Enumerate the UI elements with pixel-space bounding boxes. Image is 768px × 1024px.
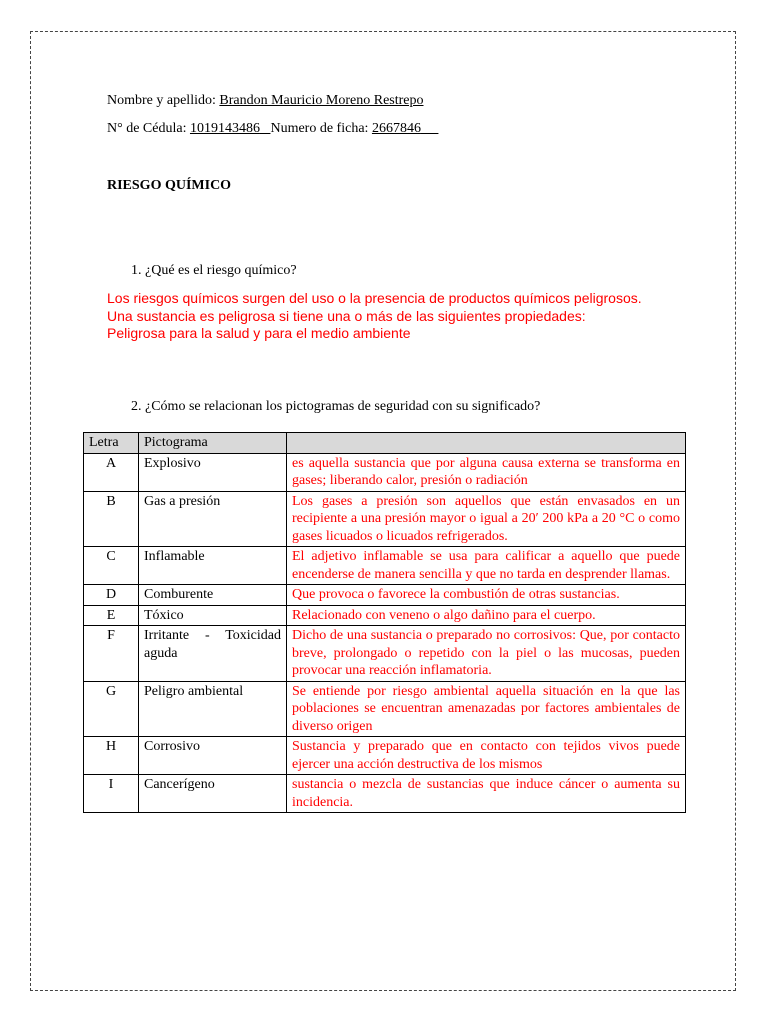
row-meaning: Sustancia y preparado que en contacto con tejidos vivos puede ejercer una acción destructiva de los mismos — [287, 737, 686, 775]
question-2: 2. ¿Cómo se relacionan los pictogramas de seguridad con su significado? — [131, 399, 541, 414]
row-pictogram: Cancerígeno — [139, 775, 287, 813]
row-pictogram: Tóxico — [139, 605, 287, 626]
row-meaning: Se entiende por riesgo ambiental aquella situación en la que las poblaciones se encuentran amenazadas por factores ambientales de diverso origen — [287, 681, 686, 737]
row-pictogram: Explosivo — [139, 453, 287, 491]
row-meaning: Que provoca o favorece la combustión de otras sustancias. — [287, 585, 686, 606]
table-row — [84, 491, 686, 547]
header-letra: Letra — [84, 433, 139, 454]
row-letter: D — [84, 585, 139, 606]
pictogram-table — [83, 432, 686, 813]
row-meaning: Dicho de una sustancia o preparado no corrosivos: Que, por contacto breve, prolongado o repetido con la piel o las mucosas, pueden provocar una reacción inflamatoria. — [287, 626, 686, 682]
row-letter: F — [84, 626, 139, 682]
row-letter: B — [84, 491, 139, 547]
question-1: 1. ¿Qué es el riesgo químico? — [131, 263, 297, 278]
id-line — [107, 121, 438, 137]
row-letter: G — [84, 681, 139, 737]
table-row — [84, 737, 686, 775]
id-label: N° de Cédula: — [107, 121, 190, 136]
table-row — [84, 453, 686, 491]
row-letter: I — [84, 775, 139, 813]
table-row — [84, 775, 686, 813]
row-pictogram: Irritante - Toxicidad aguda — [139, 626, 287, 682]
row-pictogram: Gas a presión — [139, 491, 287, 547]
name-label: Nombre y apellido: — [107, 93, 220, 108]
row-pictogram: Inflamable — [139, 547, 287, 585]
table-row — [84, 585, 686, 606]
table-row — [84, 605, 686, 626]
row-meaning: El adjetivo inflamable se usa para calificar a aquello que puede encenderse de manera sencilla y que no tarda en desprender llamas. — [287, 547, 686, 585]
ficha-value: 2667846 — [371, 121, 421, 136]
row-meaning: Los gases a presión son aquellos que están envasados en un recipiente a una presión mayor o igual a 20′ 200 kPa a 20 °C o como gases licuados o licuados refrigerados. — [287, 491, 686, 547]
id-value: 1019143486 — [189, 121, 260, 136]
document-title: RIESGO QUÍMICO — [107, 178, 232, 193]
name-line — [107, 93, 424, 109]
row-pictogram: Peligro ambiental — [139, 681, 287, 737]
row-letter: A — [84, 453, 139, 491]
name-value: Brandon Mauricio Moreno Restrepo — [219, 93, 424, 108]
row-meaning: es aquella sustancia que por alguna causa externa se transforma en gases; liberando calor, presión o radiación — [287, 453, 686, 491]
table-row — [84, 626, 686, 682]
table-row — [84, 547, 686, 585]
row-pictogram: Corrosivo — [139, 737, 287, 775]
table-header-row — [84, 433, 686, 454]
table-row — [84, 681, 686, 737]
row-meaning: Relacionado con veneno o algo dañino para el cuerpo. — [287, 605, 686, 626]
header-pictograma: Pictograma — [139, 433, 287, 454]
answer-1: Los riesgos químicos surgen del uso o la presencia de productos químicos peligrosos. Una sustancia es peligrosa si tiene una o más de las siguientes propiedades: Peligrosa para la salud y para el medio ambiente — [107, 290, 642, 341]
ficha-label: Numero de ficha: — [270, 121, 372, 136]
row-letter: H — [84, 737, 139, 775]
row-letter: E — [84, 605, 139, 626]
row-pictogram: Comburente — [139, 585, 287, 606]
row-letter: C — [84, 547, 139, 585]
header-significado — [287, 433, 686, 454]
row-meaning: sustancia o mezcla de sustancias que induce cáncer o aumenta su incidencia. — [287, 775, 686, 813]
